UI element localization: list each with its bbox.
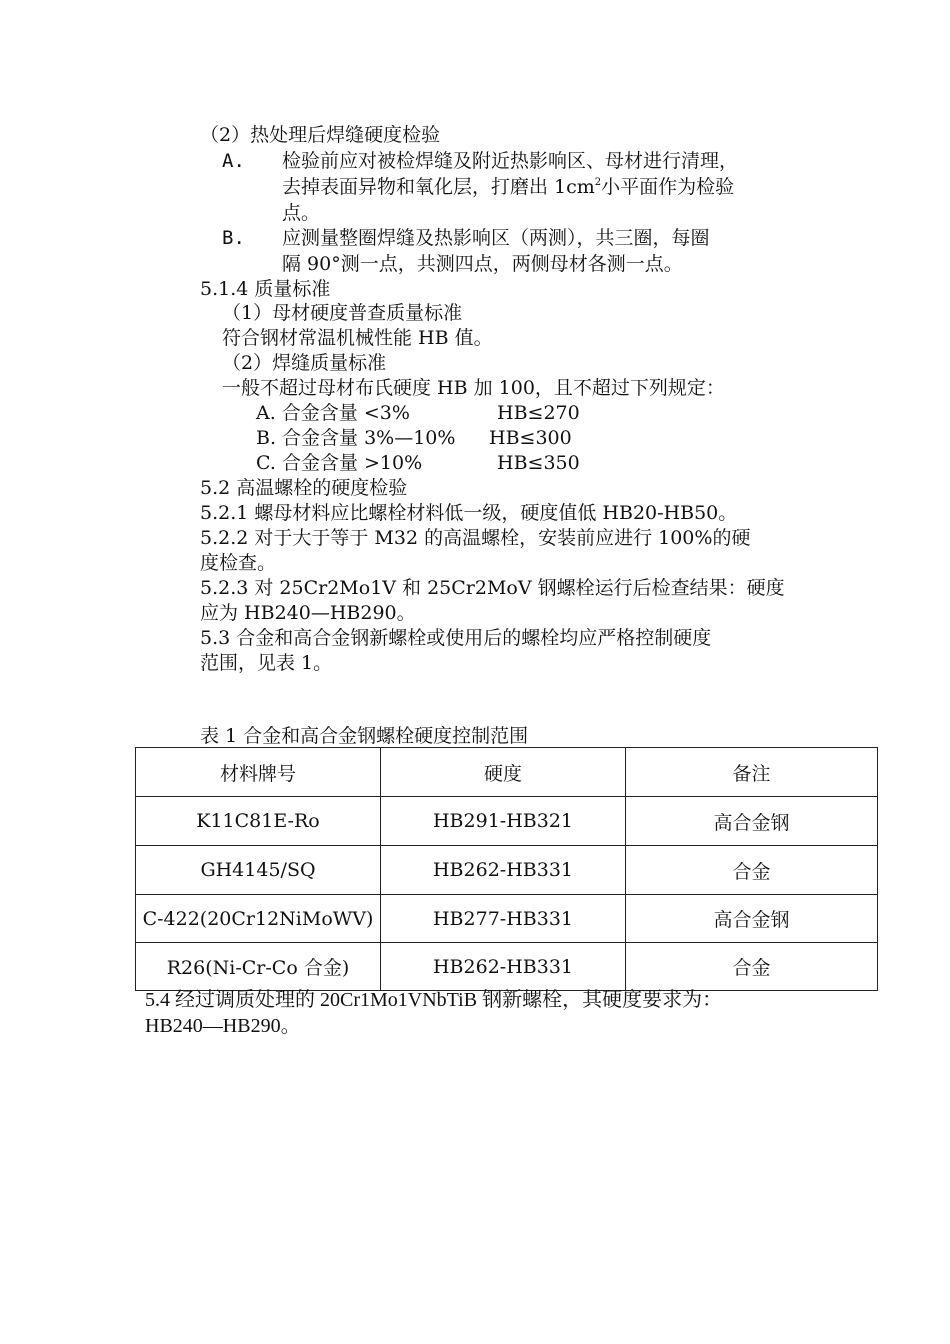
- section-5-2-3-cont: 应为 HB240—HB290。: [200, 602, 416, 624]
- section-5-4: 5.4 经过调质处理的 20Cr1Mo1VNbTiB 钢新螺栓，其硬度要求为：: [145, 989, 723, 1011]
- weld-standard-text: 一般不超过母材布氏硬度 HB 加 100，且不超过下列规定：: [222, 377, 725, 399]
- section-5-2-1: 5.2.1 螺母材料应比螺栓材料低一级，硬度值低 HB20-HB50。: [200, 502, 738, 524]
- subheading-base-metal-standard: （1）母材硬度普查质量标准: [222, 302, 463, 324]
- section-5-4-cont: HB240—HB290。: [145, 1015, 301, 1037]
- cell-remark: 合金: [626, 846, 878, 895]
- cell-hardness: HB277-HB331: [381, 895, 626, 943]
- cell-remark: 高合金钢: [626, 797, 878, 846]
- section-5-1-4: 5.1.4 质量标准: [200, 278, 331, 300]
- header-hardness: 硬度: [381, 748, 626, 797]
- rule-c-condition: C. 合金含量 >10%: [256, 452, 423, 474]
- table-row: [136, 797, 878, 846]
- table-caption: 表 1 合金和高合金钢螺栓硬度控制范围: [200, 725, 529, 747]
- table-row: [136, 846, 878, 895]
- table-row: [136, 943, 878, 991]
- header-remark: 备注: [626, 748, 878, 797]
- item-a-text-cont-part2: 小平面作为检验: [601, 176, 735, 198]
- section-5-2-2-cont: 度检查。: [200, 552, 277, 574]
- item-a-text-cont-part1: 去掉表面异物和氧化层，打磨出 1cm: [282, 176, 595, 198]
- table-row: [136, 895, 878, 943]
- cell-material: R26(Ni-Cr-Co 合金): [136, 943, 381, 991]
- item-b-marker: B.: [222, 227, 245, 249]
- cell-hardness: HB262-HB331: [381, 943, 626, 991]
- heading-weld-hardness-after-heat-treatment: （2）热处理后焊缝硬度检验: [200, 124, 441, 146]
- section-5-3: 5.3 合金和高合金钢新螺栓或使用后的螺栓均应严格控制硬度: [200, 627, 712, 649]
- cell-material: K11C81E-Ro: [136, 797, 381, 846]
- item-a-text: 检验前应对被检焊缝及附近热影响区、母材进行清理，: [282, 150, 739, 172]
- item-b-text-cont: 隔 90°测一点，共测四点，两侧母材各测一点。: [282, 253, 683, 275]
- cell-hardness: HB291-HB321: [381, 797, 626, 846]
- rule-b-limit: HB≤300: [489, 427, 572, 449]
- rule-c-limit: HB≤350: [497, 452, 580, 474]
- item-a-text-cont: [282, 174, 734, 200]
- superscript-2: 2: [594, 177, 602, 188]
- rule-b-condition: B. 合金含量 3%—10%: [256, 427, 456, 449]
- item-a-text-end: 点。: [282, 202, 321, 224]
- cell-material: GH4145/SQ: [136, 846, 381, 895]
- cell-remark: 合金: [626, 943, 878, 991]
- header-material-grade: 材料牌号: [136, 748, 381, 797]
- hardness-table: [135, 747, 878, 991]
- cell-remark: 高合金钢: [626, 895, 878, 943]
- item-b-text: 应测量整圈焊缝及热影响区（两测），共三圈，每圈: [282, 227, 710, 249]
- section-5-3-cont: 范围，见表 1。: [200, 652, 333, 674]
- section-5-2-3: 5.2.3 对 25Cr2Mo1V 和 25Cr2MoV 钢螺栓运行后检查结果：硬度: [200, 577, 785, 599]
- item-a-marker: A.: [222, 150, 245, 172]
- table-header-row: [136, 748, 878, 797]
- cell-material: C-422(20Cr12NiMoWV): [136, 895, 381, 943]
- rule-a-limit: HB≤270: [497, 402, 580, 424]
- subheading-weld-standard: （2）焊缝质量标准: [222, 352, 387, 374]
- cell-hardness: HB262-HB331: [381, 846, 626, 895]
- rule-a-condition: A. 合金含量 <3%: [256, 402, 410, 424]
- section-5-2: 5.2 高温螺栓的硬度检验: [200, 477, 408, 499]
- section-5-2-2: 5.2.2 对于大于等于 M32 的高温螺栓，安装前应进行 100%的硬: [200, 527, 751, 549]
- base-metal-standard-text: 符合钢材常温机械性能 HB 值。: [222, 327, 493, 349]
